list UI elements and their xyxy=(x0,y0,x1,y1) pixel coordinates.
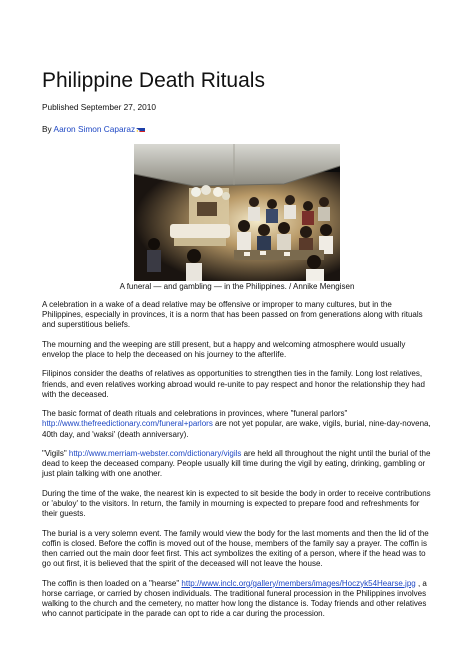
paragraph: Filipinos consider the deaths of relatives as opportunities to strengthen ties in the family. Long lost relatives, friends, and even relatives working abroad would re-unite to pay respect and honor the relationship they had with the deceased. xyxy=(42,369,425,399)
paragraph-text: , a horse carriage, or carried by chosen individuals. The traditional funeral procession in the Philippines involves walking to the church and the cemetery, no matter how long the distance is. Today friends and other relatives who cannot participate in the parade can opt to ride a car during the procession. xyxy=(42,578,427,619)
article-body xyxy=(42,300,434,629)
funeral-parlors-link[interactable]: http://www.thefreedictionary.com/funeral+parlors xyxy=(42,419,213,429)
author-link[interactable]: Aaron Simon Caparaz xyxy=(53,124,136,134)
paragraph: The burial is a very solemn event. The family would view the body for the last moments and then the lid of the coffin is closed. Before the coffin is moved out of the house, members of the family say a prayer. The coffin is then carried out the main door feet first. This act symbolizes the exiting of a person, where if the head was to go out first, it is believed that the spirit of the deceased will not leave the house. xyxy=(42,528,429,569)
published-date: Published September 27, 2010 xyxy=(42,102,156,112)
paragraph xyxy=(42,449,434,480)
article-title: Philippine Death Rituals xyxy=(42,69,265,92)
hearse-link[interactable]: http://www.inclc.org/gallery/members/images/Hoczyk54Hearse.jpg xyxy=(181,578,416,588)
paragraph: The mourning and the weeping are still present, but a happy and welcoming atmosphere would usually envelop the place to help the deceased on his journey to the afterlife. xyxy=(42,339,406,359)
paragraph-text: are held all throughout the night until the burial of the dead to keep the deceased company. People usually kill time during the vigil by eating, drinking, gambling or just plain talking with one another. xyxy=(42,448,431,479)
paragraph-text: "Vigils" xyxy=(42,448,69,458)
paragraph xyxy=(42,579,434,620)
paragraph-text: The coffin is then loaded on a "hearse" xyxy=(42,578,182,588)
funeral-wake-photo xyxy=(134,144,340,281)
photo-caption: A funeral — and gambling — in the Philippines. / Annike Mengisen xyxy=(119,282,355,291)
vigils-link[interactable]: http://www.merriam-webster.com/dictionary/vigils xyxy=(68,448,242,458)
byline-prefix: By xyxy=(42,124,54,134)
paragraph: A celebration in a wake of a dead relative may be offensive or improper to many cultures, but in the Philippines, especially in provinces, it is a norm that has been passed on from generations along with rituals and superstitious beliefs. xyxy=(42,300,423,330)
philippines-flag-icon xyxy=(136,126,145,132)
paragraph-text: The basic format of death rituals and celebrations in provinces, where "funeral parlors" xyxy=(42,409,348,419)
byline xyxy=(42,124,145,134)
paragraph: During the time of the wake, the nearest kin is expected to sit beside the body in order to receive contributions or 'abuloy' to the visitors. In return, the family in mourning is expected to prepare food and refreshments for their guests. xyxy=(42,488,431,519)
paragraph xyxy=(42,409,434,440)
paragraph-text: are not yet popular, are wake, vigils, burial, nine-day-novena, 40th day, and 'waksi' (death anniversary). xyxy=(42,419,431,439)
